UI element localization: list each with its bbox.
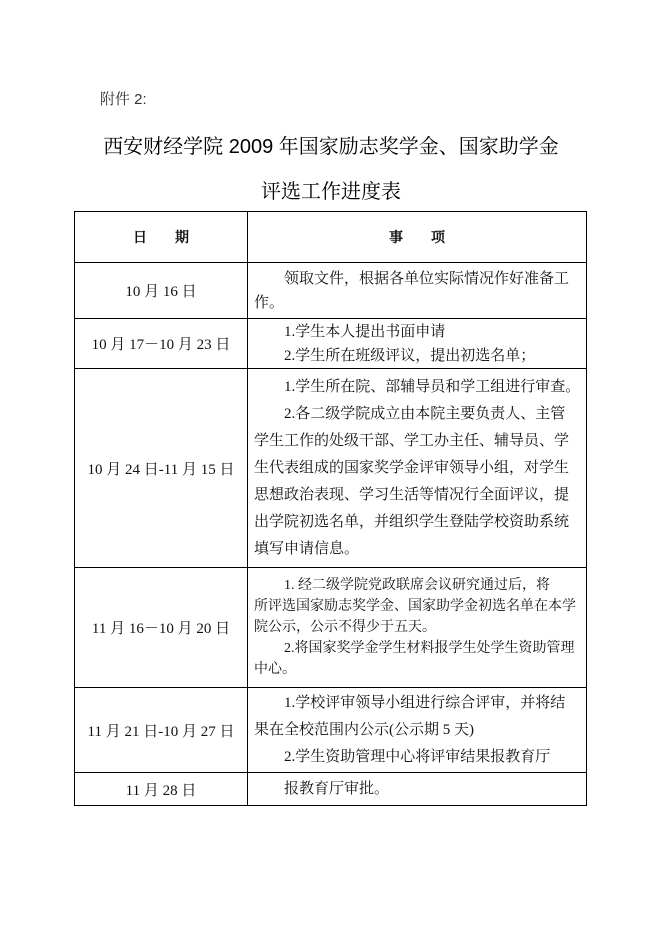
content-line: 思想政治表现、学习生活等情况行全面评议，提 <box>254 486 570 503</box>
content-line: 2.将国家奖学金学生材料报学生处学生资助管理 <box>284 641 575 656</box>
content-line: 2.学生资助管理中心将评审结果报教育厅 <box>284 748 551 765</box>
row-content <box>248 369 587 568</box>
content-line: 1.学生所在院、部辅导员和学工组进行审查。 <box>284 378 581 395</box>
table-row <box>75 369 587 568</box>
content-line: 中心。 <box>254 662 296 677</box>
content-line: 报教育厅审批。 <box>284 781 390 797</box>
document-subtitle: 评选工作进度表 <box>261 181 401 203</box>
table-row <box>75 568 587 688</box>
table-row <box>75 773 587 806</box>
content-line: 2.学生所在班级评议，提出初选名单； <box>284 347 536 364</box>
table-row <box>75 263 587 319</box>
row-date: 10 月 24 日-11 月 15 日 <box>75 369 248 568</box>
row-content <box>248 568 587 688</box>
header-date: 日 期 <box>75 212 248 263</box>
content-line: 1. 经二级学院党政联席会议研究通过后，将 <box>284 578 550 593</box>
row-date: 11 月 21 日-10 月 27 日 <box>75 688 248 773</box>
content-line: 1.学生本人提出书面申请 <box>284 323 446 340</box>
content-line: 果在全校范围内公示(公示期 5 天) <box>254 721 474 738</box>
row-content <box>248 319 587 369</box>
header-item: 事 项 <box>248 212 587 263</box>
row-date: 11 月 16－10 月 20 日 <box>75 568 248 688</box>
content-line: 院公示，公示不得少于五天。 <box>254 620 436 635</box>
content-line: 作。 <box>254 294 285 311</box>
content-line: 学生工作的处级干部、学工办主任、辅导员、学 <box>254 432 570 449</box>
row-content <box>248 688 587 773</box>
table-header-row <box>75 212 587 263</box>
content-line: 生代表组成的国家奖学金评审领导小组，对学生 <box>254 459 570 476</box>
content-line: 领取文件，根据各单位实际情况作好准备工 <box>284 270 570 287</box>
row-date: 10 月 17－10 月 23 日 <box>75 319 248 369</box>
schedule-table <box>74 211 587 806</box>
document-title: 西安财经学院 2009 年国家励志奖学金、国家助学金 <box>103 136 559 158</box>
content-line: 所评选国家励志奖学金、国家助学金初选名单在本学 <box>254 599 576 614</box>
content-line: 2.各二级学院成立由本院主要负责人、主管 <box>284 405 566 422</box>
row-content <box>248 263 587 319</box>
attachment-label: 附件 2: <box>100 91 147 108</box>
row-content <box>248 773 587 806</box>
row-date: 11 月 28 日 <box>75 773 248 806</box>
content-line: 填写申请信息。 <box>254 540 360 557</box>
content-line: 出学院初选名单，并组织学生登陆学校资助系统 <box>254 513 570 530</box>
table-row <box>75 688 587 773</box>
table-row <box>75 319 587 369</box>
row-date: 10 月 16 日 <box>75 263 248 319</box>
content-line: 1.学校评审领导小组进行综合评审，并将结 <box>284 694 566 711</box>
